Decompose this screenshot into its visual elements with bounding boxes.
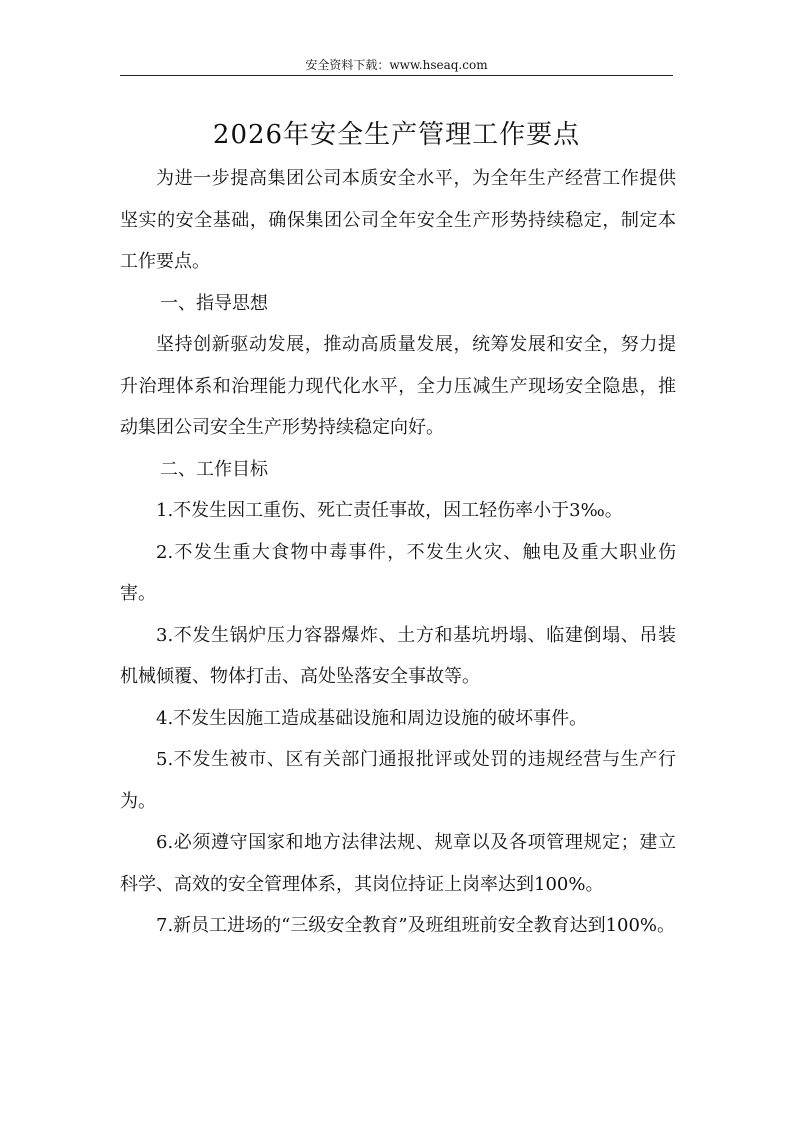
goal-item-2: 2.不发生重大食物中毒事件，不发生火灾、触电及重大职业伤害。 xyxy=(120,541,676,604)
section-heading-work-goals: 二、工作目标 xyxy=(160,458,268,480)
page-header xyxy=(120,57,673,76)
goal-item-5: 5.不发生被市、区有关部门通报批评或处罚的违规经营与生产行为。 xyxy=(120,749,676,812)
goal-item-3: 3.不发生锅炉压力容器爆炸、土方和基坑坍塌、临建倒塌、吊装机械倾覆、物体打击、高处坠落安全事故等。 xyxy=(120,624,676,687)
intro-paragraph: 为进一步提高集团公司本质安全水平，为全年生产经营工作提供坚实的安全基础，确保集团公司全年安全生产形势持续稳定，制定本工作要点。 xyxy=(120,168,676,272)
header-text: 安全资料下载：www.hseaq.com xyxy=(305,58,488,72)
document-body xyxy=(120,158,676,947)
goal-item-1: 1.不发生因工重伤、死亡责任事故，因工轻伤率小于3‰。 xyxy=(156,500,623,521)
goal-item-4: 4.不发生因施工造成基础设施和周边设施的破坏事件。 xyxy=(156,707,588,729)
document-title: 2026年安全生产管理工作要点 xyxy=(212,120,581,151)
section-heading-guiding-ideology: 一、指导思想 xyxy=(160,292,268,314)
goal-item-6: 6.必须遵守国家和地方法律法规、规章以及各项管理规定；建立科学、高效的安全管理体系，其岗位持证上岗率达到100%。 xyxy=(120,832,676,895)
goal-item-7: 7.新员工进场的“三级安全教育”及班组班前安全教育达到100%。 xyxy=(156,915,676,936)
guiding-ideology-paragraph: 坚持创新驱动发展，推动高质量发展，统筹发展和安全，努力提升治理体系和治理能力现代化水平，全力压减生产现场安全隐患，推动集团公司安全生产形势持续稳定向好。 xyxy=(120,334,676,438)
